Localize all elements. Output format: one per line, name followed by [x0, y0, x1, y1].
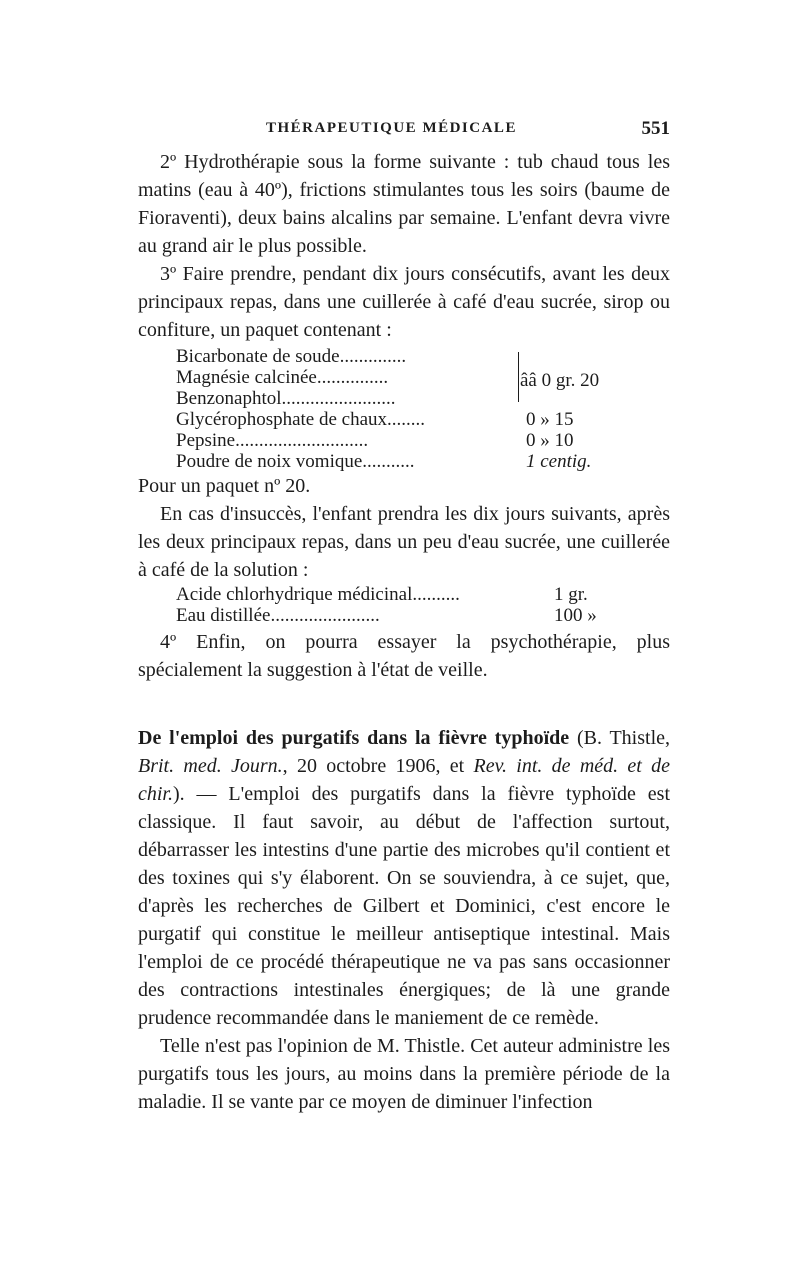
formula-list	[176, 346, 626, 472]
section-heading: De l'emploi des purgatifs dans la fièvre typhoïde	[138, 727, 570, 749]
ingredient-quantity: 100 »	[554, 605, 597, 626]
ingredient-name: Pepsine	[176, 430, 236, 451]
paragraph-thistle: Telle n'est pas l'opinion de M. Thistle. Cet auteur administre les purgatifs tous les jours, au moins dans la première période de la maladie. Il se vante par ce moyen de diminuer l'infection	[138, 1035, 670, 1113]
section-purgatifs	[138, 724, 670, 1032]
formula-row	[176, 451, 626, 472]
section-gap	[138, 684, 670, 724]
ingredient-name: Glycérophosphate de chaux	[176, 409, 388, 430]
page-body	[138, 148, 670, 1116]
leader-dots: ...............	[316, 367, 389, 388]
ingredient-quantity: 1 gr.	[554, 584, 588, 605]
running-title: THÉRAPEUTIQUE MÉDICALE	[266, 120, 517, 136]
leader-dots: ........	[387, 409, 426, 430]
paragraph-prescription: 3º Faire prendre, pendant dix jours consécutifs, avant les deux principaux repas, dans une cuillerée à café d'eau sucrée, sirop ou confiture, un paquet contenant :	[138, 263, 670, 341]
running-header	[138, 120, 670, 144]
solution-row	[176, 605, 616, 626]
ingredient-quantity: 1 centig.	[526, 451, 592, 472]
citation-part: , 20 octobre 1906, et	[282, 755, 474, 777]
ingredient-name: Eau distillée	[176, 605, 271, 626]
leader-dots: ............................	[235, 430, 369, 451]
page-number: 551	[641, 118, 670, 139]
ingredient-quantity: 0 » 10	[526, 430, 574, 451]
ingredient-name: Benzonaphtol	[176, 388, 282, 409]
leader-dots: .......................	[270, 605, 380, 626]
ingredient-name: Poudre de noix vomique	[176, 451, 363, 472]
paragraph-packet: Pour un paquet nº 20.	[138, 475, 311, 497]
paragraph-insuccess: En cas d'insuccès, l'enfant prendra les dix jours suivants, après les deux principaux repas, dans un peu d'eau sucrée, une cuillerée à café de la solution :	[138, 503, 670, 581]
ingredient-name: Acide chlorhydrique médicinal	[176, 584, 413, 605]
citation-part: ).	[173, 783, 185, 805]
paragraph-psychotherapy: 4º Enfin, on pourra essayer la psychothérapie, plus spécialement la suggestion à l'état de veille.	[138, 631, 670, 681]
leader-dots: ..........	[412, 584, 460, 605]
brace-quantity: ââ 0 gr. 20	[520, 370, 600, 391]
citation-review: Rev. int. de méd. et de chir.	[138, 755, 671, 805]
section-body: — L'emploi des purgatifs dans la fièvre typhoïde est classique. Il faut savoir, au début de l'affection surtout, débarrasser les intestins d'une partie des microbes qu'il contient et des toxines qui s'y élaborent. On se souviendra, à ce sujet, que, d'après les recherches de Gilbert et Dominici, c'est encore le purgatif qui constitue le meilleur antiseptique intestinal. Mais l'emploi de ce procédé thérapeutique ne va pas sans occasionner des contractions intestinales énergiques; de là une grande prudence recommandée dans le maniement de ce remède.	[138, 783, 671, 1029]
leader-dots: ...........	[362, 451, 415, 472]
solution-row	[176, 584, 616, 605]
paragraph-hydrotherapy: 2º Hydrothérapie sous la forme suivante : tub chaud tous les matins (eau à 40º), frictions stimulantes tous les soirs (baume de Fioraventi), deux bains alcalins par semaine. L'enfant devra vivre au grand air le plus possible.	[138, 151, 670, 257]
ingredient-quantity: 0 » 15	[526, 409, 574, 430]
brace	[510, 352, 519, 402]
formula-row	[176, 430, 626, 451]
formula-row	[176, 409, 626, 430]
leader-dots: ..............	[339, 346, 407, 367]
formula-row	[176, 346, 626, 367]
citation-journal: Brit. med. Journ.	[138, 755, 283, 777]
ingredient-name: Bicarbonate de soude	[176, 346, 340, 367]
solution-list	[176, 584, 616, 628]
leader-dots: ........................	[281, 388, 396, 409]
ingredient-name: Magnésie calcinée	[176, 367, 317, 388]
citation-part: (B. Thistle,	[569, 727, 671, 749]
